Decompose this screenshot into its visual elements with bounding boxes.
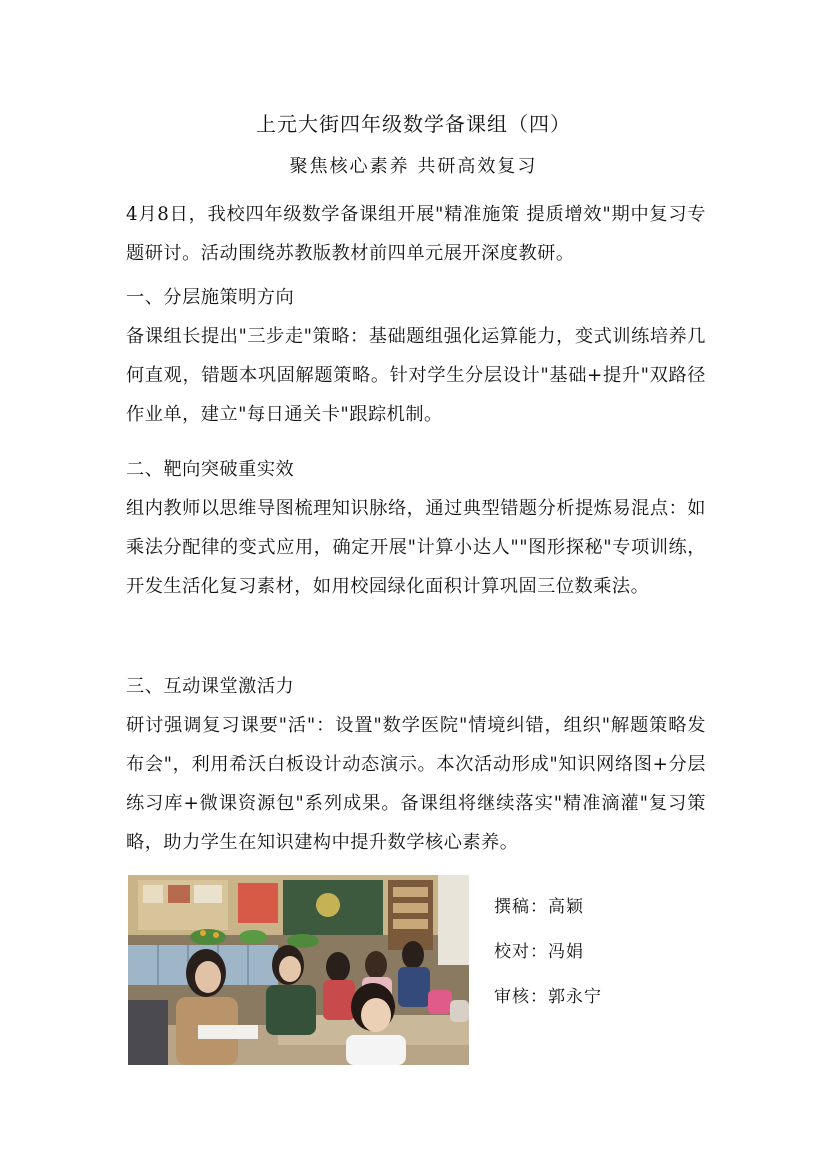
intro-block [126,195,706,273]
section-heading: 二、靶向突破重实效 [126,459,295,480]
section-2 [126,450,706,606]
section-paragraph: 组内教师以思维导图梳理知识脉络，通过典型错题分析提炼易混点：如乘法分配律的变式应用，确定开展"计算小达人""图形探秘"专项训练，开发生活化复习素材，如用校园绿化面积计算巩固三位数乘法。 [126,498,706,597]
author-credit: 撰稿：高颖 [494,897,584,917]
section-paragraph: 备课组长提出"三步走"策略：基础题组强化运算能力，变式训练培养几何直观，错题本巩固解题策略。针对学生分层设计"基础+提升"双路径作业单，建立"每日通关卡"跟踪机制。 [126,326,706,425]
classroom-photo [128,875,469,1065]
section-heading: 三、互动课堂激活力 [126,676,295,697]
credits-block [494,885,602,1020]
proofreader-credit: 校对：冯娟 [494,942,584,962]
section-heading: 一、分层施策明方向 [126,287,295,308]
document-subtitle: 聚焦核心素养 共研高效复习 [289,156,538,177]
section-3 [126,667,706,862]
section-1 [126,278,706,434]
reviewer-credit: 审核：郭永宁 [494,987,602,1007]
document-title: 上元大街四年级数学备课组（四） [256,112,571,136]
intro-paragraph: 4月8日，我校四年级数学备课组开展"精准施策 提质增效"期中复习专题研讨。活动围绕苏教版教材前四单元展开深度教研。 [126,204,706,264]
section-paragraph: 研讨强调复习课要"活"：设置"数学医院"情境纠错，组织"解题策略发布会"，利用希沃白板设计动态演示。本次活动形成"知识网络图+分层练习库+微课资源包"系列成果。备课组将继续落实"精准滴灌"复习策略，助力学生在知识建构中提升数学核心素养。 [126,715,706,853]
